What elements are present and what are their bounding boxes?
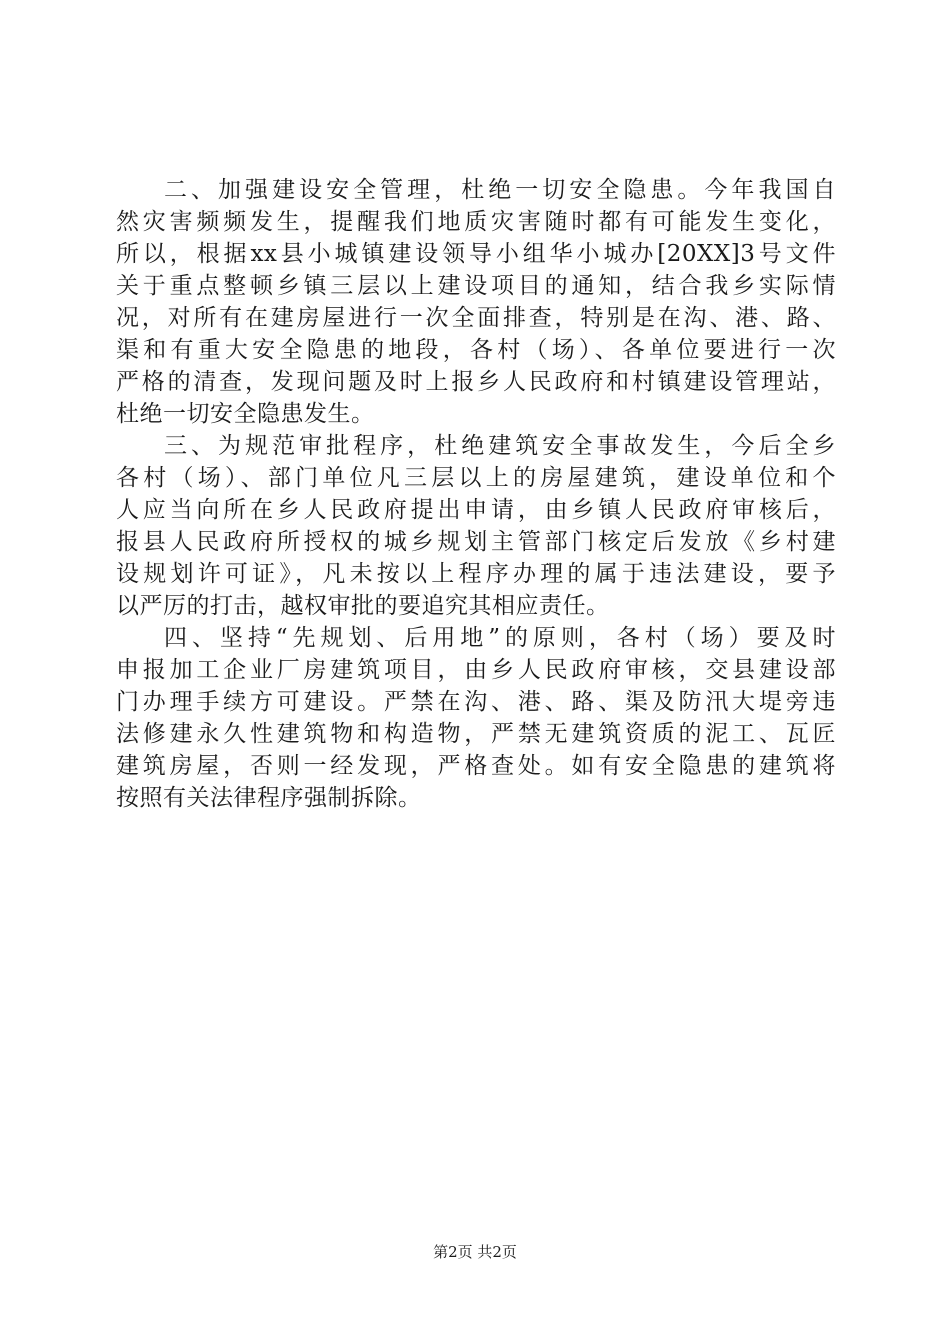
text-line: 按照有关法律程序强制拆除。 bbox=[116, 785, 422, 811]
text-line: 各村（场）、部门单位凡三层以上的房屋建筑，建设单位和个 bbox=[116, 465, 836, 491]
text-line: 杜绝一切安全隐患发生。 bbox=[116, 401, 375, 427]
text-line: 严格的清查，发现问题及时上报乡人民政府和村镇建设管理站， bbox=[116, 369, 836, 395]
page-number-footer: 第2页 共2页 bbox=[433, 1243, 517, 1261]
document-body bbox=[116, 174, 836, 814]
text-line: 关于重点整顿乡镇三层以上建设项目的通知，结合我乡实际情 bbox=[116, 273, 836, 299]
text-line: 二、加强建设安全管理，杜绝一切安全隐患。今年我国自 bbox=[164, 177, 836, 203]
paragraph-4 bbox=[116, 622, 836, 814]
paragraph-2 bbox=[116, 174, 836, 430]
text-line: 人应当向所在乡人民政府提出申请，由乡镇人民政府审核后， bbox=[116, 497, 836, 523]
text-line: 渠和有重大安全隐患的地段，各村（场）、各单位要进行一次 bbox=[116, 337, 836, 363]
text-line: 门办理手续方可建设。严禁在沟、港、路、渠及防汛大堤旁违 bbox=[116, 689, 836, 715]
text-line: 所以，根据xx县小城镇建设领导小组华小城办[20XX]3号文件 bbox=[116, 241, 836, 267]
text-line: 设规划许可证》，凡未按以上程序办理的属于违法建设，要予 bbox=[116, 561, 836, 587]
text-line: 法修建永久性建筑物和构造物，严禁无建筑资质的泥工、瓦匠 bbox=[116, 721, 836, 747]
text-line: 四、坚持“先规划、后用地”的原则，各村（场）要及时 bbox=[164, 625, 836, 651]
text-line: 以严厉的打击，越权审批的要追究其相应责任。 bbox=[116, 593, 610, 619]
paragraph-3 bbox=[116, 430, 836, 622]
text-line: 三、为规范审批程序，杜绝建筑安全事故发生，今后全乡 bbox=[164, 433, 836, 459]
text-line: 报县人民政府所授权的城乡规划主管部门核定后发放《乡村建 bbox=[116, 529, 836, 555]
text-line: 建筑房屋，否则一经发现，严格查处。如有安全隐患的建筑将 bbox=[116, 753, 836, 779]
text-line: 申报加工企业厂房建筑项目，由乡人民政府审核，交县建设部 bbox=[116, 657, 836, 683]
text-line: 况，对所有在建房屋进行一次全面排查，特别是在沟、港、路、 bbox=[116, 305, 836, 331]
text-line: 然灾害频频发生，提醒我们地质灾害随时都有可能发生变化， bbox=[116, 209, 836, 235]
